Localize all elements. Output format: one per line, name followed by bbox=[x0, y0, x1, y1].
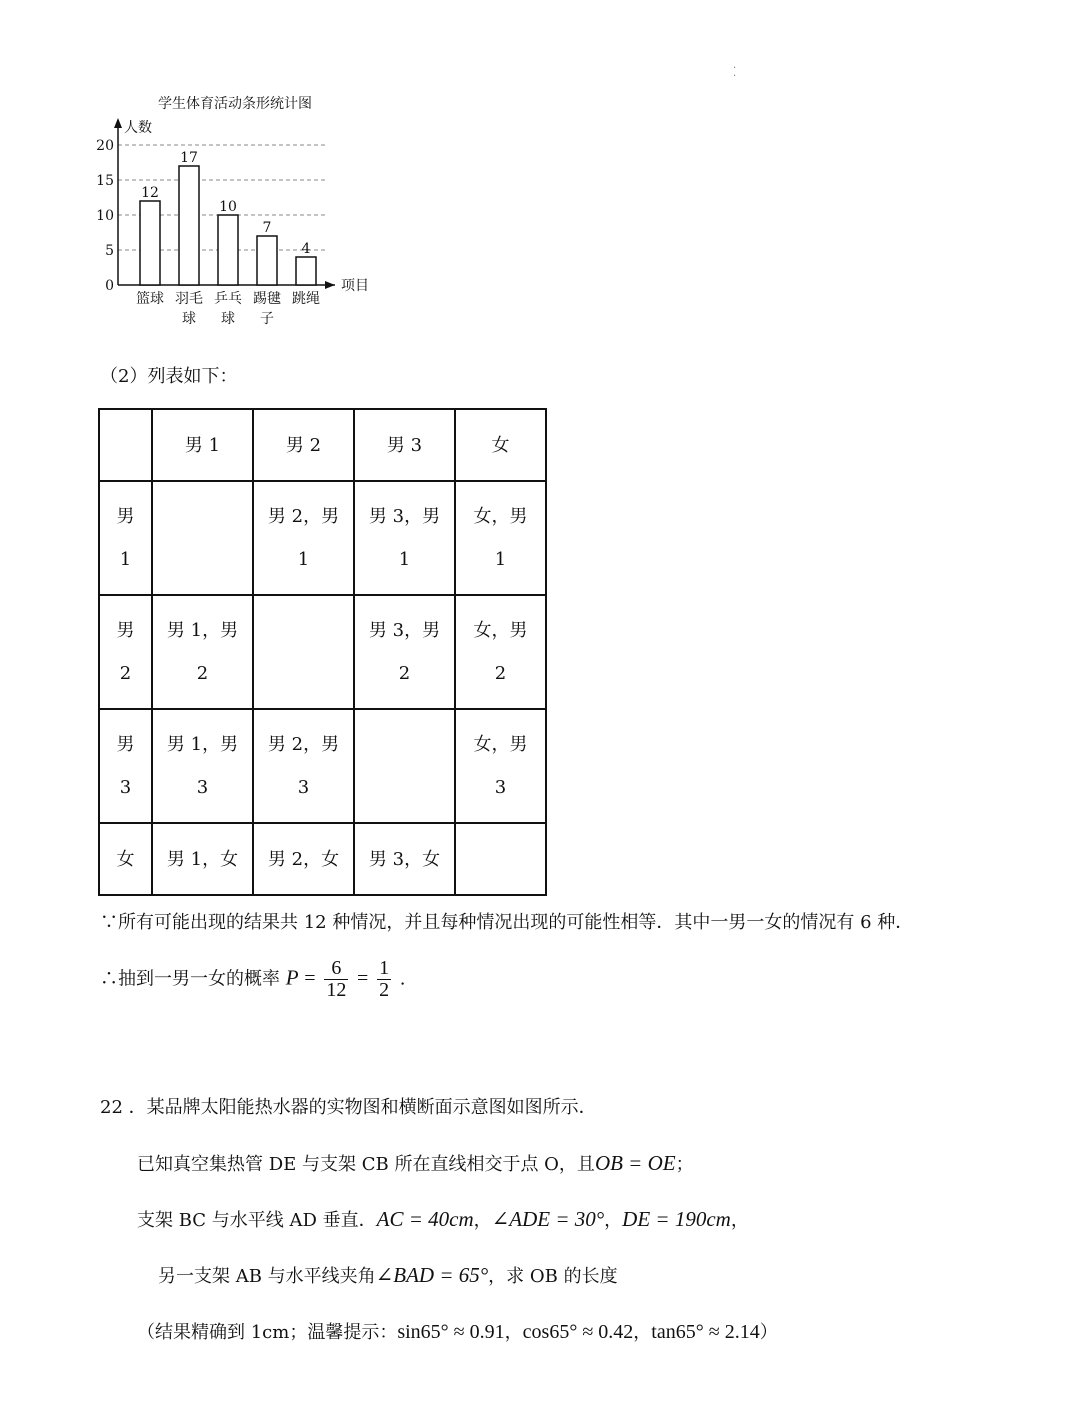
cell-line: 3 bbox=[494, 777, 507, 798]
math-de: DE = 190cm bbox=[622, 1207, 731, 1231]
x-tick-label: 乒乓 bbox=[214, 291, 242, 307]
table-header-cell bbox=[99, 409, 152, 481]
x-tick-label: 跳绳 bbox=[292, 291, 320, 307]
cell-line: 男 3，男 bbox=[368, 620, 441, 641]
period: . bbox=[399, 968, 406, 990]
statement-count: ∵所有可能出现的结果共 12 种情况，并且每种情况出现的可能性相等．其中一男一女的情况有 6 种． bbox=[100, 912, 914, 933]
cell-line: 2 bbox=[494, 663, 507, 684]
table-header-cell: 男 2 bbox=[253, 409, 354, 481]
bar-chart bbox=[90, 90, 390, 330]
cell-line: 男 3，女 bbox=[368, 848, 441, 870]
cell-line: 男 bbox=[116, 620, 135, 641]
cell-line: 2 bbox=[196, 663, 209, 684]
probability-var: P bbox=[285, 965, 299, 990]
table-cell bbox=[99, 481, 152, 595]
math-tan: tan65° ≈ 2.14 bbox=[651, 1321, 760, 1343]
problem-line-1 bbox=[137, 1150, 694, 1176]
bar bbox=[257, 236, 277, 285]
table-cell bbox=[99, 595, 152, 709]
line-text: 支架 BC 与水平线 AD 垂直． bbox=[137, 1210, 377, 1231]
cell-line: 3 bbox=[119, 777, 132, 798]
bar-value-label: 12 bbox=[141, 185, 159, 201]
line-text: （结果精确到 1cm；温馨提示： bbox=[137, 1322, 398, 1343]
y-axis-label: 人数 bbox=[124, 120, 152, 136]
section-caption: （2）列表如下： bbox=[100, 366, 238, 387]
table-row bbox=[99, 709, 546, 823]
y-tick-label: 0 bbox=[105, 278, 114, 294]
cell-line: 男 bbox=[116, 734, 135, 755]
cell-line: 2 bbox=[398, 663, 411, 684]
table-cell bbox=[99, 823, 152, 895]
line-text: ，求 OB 的长度 bbox=[488, 1266, 618, 1287]
table-cell bbox=[354, 595, 455, 709]
table-cell bbox=[455, 481, 546, 595]
table-header-cell: 女 bbox=[455, 409, 546, 481]
table-row bbox=[99, 823, 546, 895]
cell-line: 男 1，女 bbox=[166, 848, 239, 870]
math-angle-ade: ∠ADE = 30° bbox=[491, 1207, 605, 1231]
table-cell bbox=[253, 709, 354, 823]
table-cell bbox=[253, 481, 354, 595]
y-tick-label: 15 bbox=[96, 173, 114, 189]
table-cell bbox=[354, 481, 455, 595]
cell-line: 女，男 bbox=[473, 506, 528, 527]
punctuation: ， bbox=[504, 1322, 523, 1343]
table-cell bbox=[152, 595, 253, 709]
x-tick-label: 球 bbox=[182, 311, 196, 327]
bar-value-label: 7 bbox=[262, 220, 272, 236]
outcome-table bbox=[98, 408, 547, 896]
probability-prefix: ∴抽到一男一女的概率 bbox=[100, 968, 280, 990]
fraction-denominator: 2 bbox=[379, 979, 390, 1001]
cell-line: 女，男 bbox=[473, 734, 528, 755]
math-angle-bad: ∠BAD = 65° bbox=[375, 1263, 489, 1287]
punctuation: ， bbox=[473, 1210, 492, 1231]
table-row bbox=[99, 595, 546, 709]
punctuation: ） bbox=[759, 1322, 778, 1343]
y-tick-label: 10 bbox=[96, 208, 114, 224]
table-header-cell: 男 3 bbox=[354, 409, 455, 481]
problem-line-2 bbox=[137, 1206, 749, 1232]
math-cos: cos65° ≈ 0.42 bbox=[522, 1321, 634, 1343]
problem-heading: 22 ．某品牌太阳能热水器的实物图和横断面示意图如图所示． bbox=[100, 1097, 597, 1118]
cell-line: 男 2，女 bbox=[267, 848, 340, 870]
x-tick-label: 踢毽 bbox=[253, 291, 281, 307]
bar-value-label: 10 bbox=[219, 199, 237, 215]
cell-line: 1 bbox=[297, 549, 310, 570]
table-cell bbox=[99, 709, 152, 823]
bar bbox=[218, 215, 238, 285]
cell-line: 女，男 bbox=[473, 620, 528, 641]
problem-hint bbox=[137, 1318, 778, 1344]
table-cell bbox=[455, 823, 546, 895]
cell-line: 3 bbox=[297, 777, 310, 798]
table-row bbox=[99, 481, 546, 595]
bar bbox=[140, 201, 160, 285]
y-tick-label: 5 bbox=[105, 243, 114, 259]
equals-sign: = bbox=[304, 967, 316, 990]
table-cell bbox=[152, 481, 253, 595]
corner-marks: . . bbox=[733, 60, 737, 79]
x-tick-label: 子 bbox=[260, 311, 274, 327]
cell-line: 1 bbox=[494, 549, 507, 570]
cell-line: 3 bbox=[196, 777, 209, 798]
x-axis-arrow bbox=[325, 281, 335, 289]
table-cell bbox=[354, 823, 455, 895]
cell-line: 男 bbox=[116, 506, 135, 527]
table-cell bbox=[152, 709, 253, 823]
math-sin: sin65° ≈ 0.91 bbox=[397, 1321, 505, 1343]
cell-line: 男 1，男 bbox=[166, 734, 239, 755]
table-cell bbox=[152, 823, 253, 895]
fraction-numerator: 6 bbox=[324, 958, 348, 980]
cell-line: 男 2，男 bbox=[267, 506, 340, 527]
y-tick-label: 20 bbox=[96, 138, 114, 154]
line-text: 另一支架 AB 与水平线夹角 bbox=[158, 1266, 376, 1287]
math-ac: AC = 40cm bbox=[376, 1207, 474, 1231]
table-cell bbox=[253, 823, 354, 895]
y-axis-arrow bbox=[114, 118, 122, 128]
table-header-cell: 男 1 bbox=[152, 409, 253, 481]
x-tick-label: 羽毛 bbox=[175, 291, 203, 307]
equals-sign: = bbox=[357, 967, 369, 990]
bar-value-label: 17 bbox=[180, 150, 198, 166]
chart-title: 学生体育活动条形统计图 bbox=[158, 96, 312, 112]
math-ob-oe: OB = OE bbox=[594, 1151, 676, 1175]
fraction-denominator: 12 bbox=[326, 979, 347, 1001]
bar-value-label: 4 bbox=[301, 241, 311, 257]
statement-probability bbox=[100, 958, 406, 1001]
bar bbox=[296, 257, 316, 285]
punctuation: ； bbox=[675, 1154, 694, 1175]
fraction-6-12 bbox=[324, 958, 348, 1001]
table-header-row bbox=[99, 409, 546, 481]
cell-line: 2 bbox=[119, 663, 132, 684]
cell-line: 男 3，男 bbox=[368, 506, 441, 527]
cell-line: 1 bbox=[119, 549, 132, 570]
line-text: 已知真空集热管 DE 与支架 CB 所在直线相交于点 O，且 bbox=[137, 1154, 595, 1175]
cell-line: 男 1，男 bbox=[166, 620, 239, 641]
fraction-numerator: 1 bbox=[379, 957, 390, 979]
x-axis-label: 项目 bbox=[341, 278, 369, 294]
x-tick-label: 篮球 bbox=[136, 291, 164, 307]
punctuation: ， bbox=[730, 1210, 749, 1231]
punctuation: ， bbox=[633, 1322, 652, 1343]
cell-line: 女 bbox=[116, 848, 135, 870]
table-cell bbox=[354, 709, 455, 823]
bar bbox=[179, 166, 199, 285]
table-cell bbox=[455, 595, 546, 709]
fraction-1-2 bbox=[377, 958, 391, 1001]
cell-line: 1 bbox=[398, 549, 411, 570]
punctuation: ， bbox=[604, 1210, 623, 1231]
table-cell bbox=[253, 595, 354, 709]
table-cell bbox=[455, 709, 546, 823]
cell-line: 男 2，男 bbox=[267, 734, 340, 755]
problem-line-3 bbox=[158, 1262, 618, 1288]
x-tick-label: 球 bbox=[221, 311, 235, 327]
